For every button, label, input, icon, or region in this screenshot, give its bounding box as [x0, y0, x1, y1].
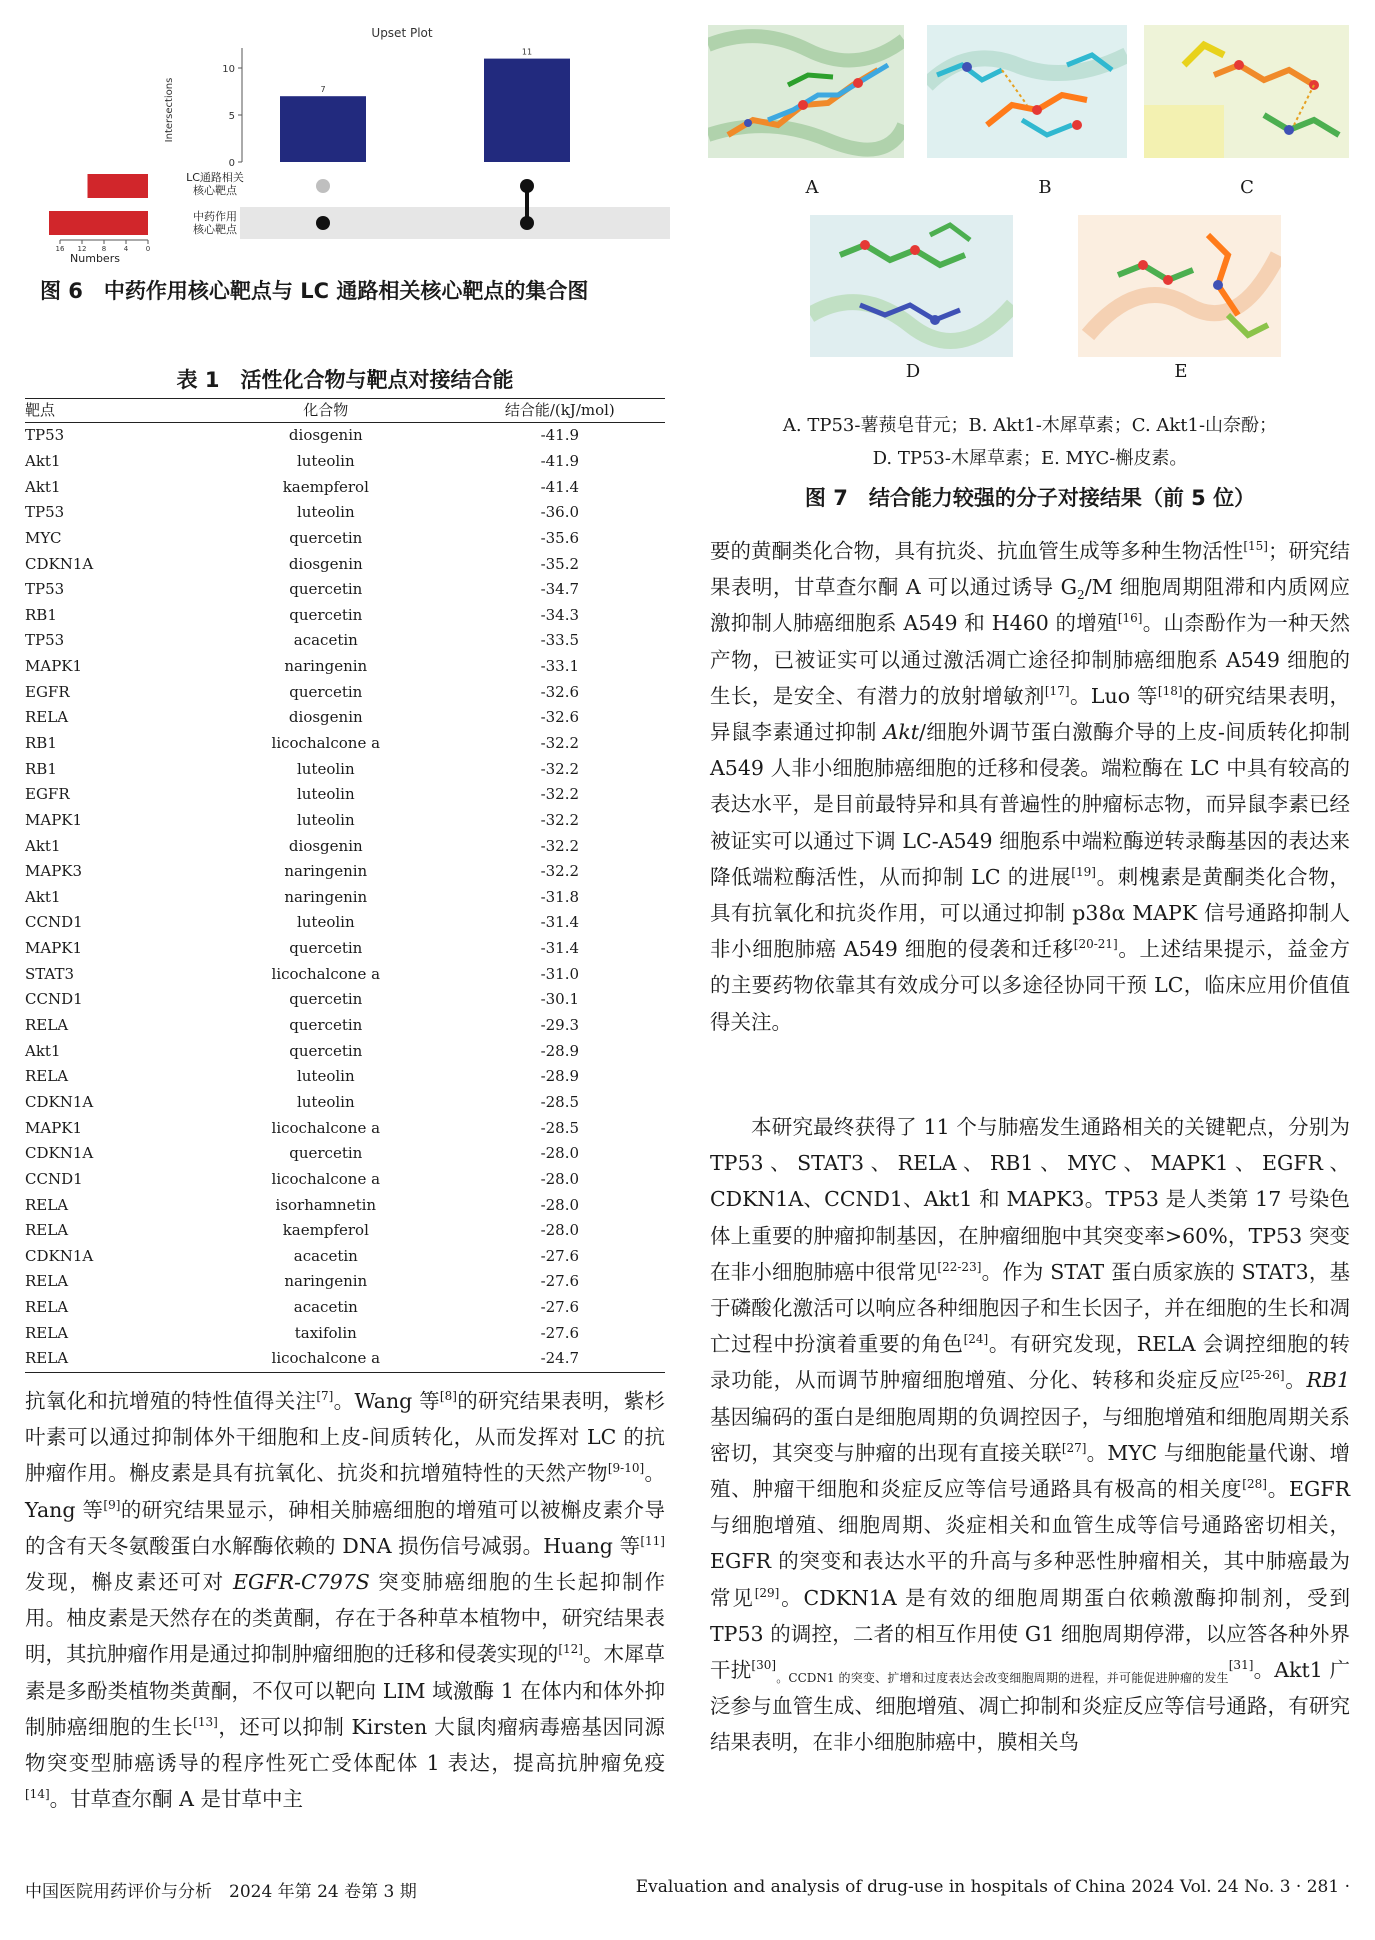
- panel-label-d: D: [905, 361, 921, 382]
- cell-compound: taxifolin: [294, 1323, 357, 1342]
- table-row: [25, 808, 665, 834]
- footer-journal-cn: 中国医院用药评价与分析 2024 年第 24 卷第 3 期: [25, 1882, 417, 1902]
- cell-binding-energy: -27.6: [540, 1298, 580, 1317]
- citation-ref: [16]: [1117, 611, 1143, 626]
- cell-target: TP53: [25, 631, 65, 650]
- cell-target: RELA: [25, 1323, 69, 1342]
- cell-target: TP53: [25, 426, 65, 445]
- set-label-line: 核心靶点: [193, 184, 237, 197]
- text-run: 的研究结果表明，异鼠李素通过抑制: [710, 683, 1350, 745]
- figure7-legend-line1: A. TP53-薯蓣皂苷元；B. Akt1-木犀草素；C. Akt1-山奈酚；: [782, 415, 1278, 436]
- cell-compound: isorhamnetin: [275, 1195, 377, 1214]
- set-size-bars: [49, 174, 150, 253]
- table-row: [25, 679, 665, 705]
- cell-target: Akt1: [25, 451, 61, 470]
- table-row: [25, 1192, 665, 1218]
- table-row: [25, 961, 665, 987]
- cell-binding-energy: -34.7: [540, 580, 580, 599]
- cell-binding-energy: -32.2: [540, 862, 580, 881]
- cell-compound: acacetin: [293, 1298, 358, 1317]
- figure7-legend-line2: D. TP53-木犀草素；E. MYC-槲皮素。: [872, 448, 1188, 469]
- cell-target: EGFR: [25, 785, 70, 804]
- citation-ref: [28]: [1242, 1477, 1267, 1492]
- cell-binding-energy: -27.6: [540, 1323, 580, 1342]
- citation-ref: [13]: [193, 1715, 218, 1729]
- italic-term: RB1: [1306, 1368, 1351, 1393]
- set-size-tick-label: 0: [145, 245, 151, 253]
- header-target: 靶点: [25, 399, 217, 423]
- intersection-bar: [280, 96, 366, 162]
- citation-ref: [25-26]: [1240, 1368, 1285, 1383]
- cell-target: RELA: [25, 1346, 217, 1372]
- cell-compound: luteolin: [296, 1092, 355, 1111]
- cell-binding-energy: -24.7: [435, 1346, 665, 1372]
- citation-ref: [14]: [25, 1787, 50, 1802]
- cell-target: CDKN1A: [25, 1092, 94, 1111]
- cell-binding-energy: -28.0: [540, 1144, 580, 1163]
- cell-compound: acacetin: [293, 631, 358, 650]
- table-row: [25, 1320, 665, 1346]
- text-run: 。Wang 等: [333, 1389, 440, 1413]
- text-run: 。Yang 等: [25, 1461, 666, 1522]
- set-label-line: 核心靶点: [193, 223, 237, 236]
- figure6-caption: 图 6 中药作用核心靶点与 LC 通路相关核心靶点的集合图: [40, 279, 589, 303]
- cell-compound: diosgenin: [288, 554, 363, 573]
- table-row: [25, 1013, 665, 1039]
- citation-ref: [31]: [1228, 1658, 1254, 1673]
- y-tick-label: 5: [228, 111, 235, 122]
- cell-compound: kaempferol: [282, 1221, 369, 1240]
- citation-ref: [27]: [1061, 1441, 1087, 1455]
- cell-target: Akt1: [25, 887, 61, 906]
- cell-binding-energy: -32.2: [540, 734, 580, 752]
- text-run: /细胞外调节蛋白激酶介导的上皮-间质转化抑制 A549 人非小细胞肺癌细胞的迁移和侵袭。端粒酶在 LC 中具有较高的表达水平，是目前最特异和具有普遍性的肿瘤标志物，而异鼠李素已经被证实可以通过下调 LC-A549 细胞系中端粒酶逆转录酶基因的表达来降低端粒酶活性，从而抑制 LC 的进展: [710, 720, 1350, 889]
- table-row: [25, 449, 665, 475]
- cell-compound: quercetin: [289, 528, 363, 547]
- cell-binding-energy: -32.6: [540, 708, 580, 727]
- italic-term: EGFR-C797S: [233, 1570, 370, 1595]
- set-size-tick-label: 12: [77, 245, 87, 253]
- table-row: [25, 1090, 665, 1116]
- footer-journal-en: Evaluation and analysis of drug-use in hospitals of China 2024 Vol. 24 No. 3 · 281 ·: [635, 1877, 1350, 1897]
- cell-binding-energy: -27.6: [540, 1272, 580, 1291]
- docking-panel-b: [927, 25, 1127, 158]
- cell-binding-energy: -28.9: [540, 1041, 580, 1060]
- cell-binding-energy: -33.5: [540, 631, 580, 650]
- cell-compound: licochalcone a: [271, 734, 381, 752]
- y-tick-label: 10: [222, 64, 235, 75]
- paragraph: [25, 1383, 665, 1817]
- cell-binding-energy: -27.6: [540, 1246, 580, 1265]
- set-label-line: LC通路相关: [186, 171, 244, 184]
- cell-compound: luteolin: [296, 785, 355, 804]
- citation-ref: [22-23]: [937, 1259, 982, 1274]
- header-binding-energy: 结合能/(kJ/mol): [435, 399, 665, 423]
- table-row: [25, 859, 665, 885]
- text-run: 本研究最终获得了 11 个与肺癌发生通路相关的关键靶点，分别为 TP53、STAT3、RELA、RB1、MYC、MAPK1、EGFR、CDKN1A、CCND1、Akt1 和 MAPK3。TP53 是人类第 17 号染色体上重要的肿瘤抑制基因，在肿瘤细胞中其突变率>60%，TP53 突变在非小细胞肺癌中很常见: [710, 1115, 1350, 1284]
- figure7-caption: 图 7 结合能力较强的分子对接结果（前 5 位）: [804, 486, 1256, 510]
- citation-ref: [20-21]: [1073, 937, 1118, 952]
- cell-binding-energy: -31.0: [540, 964, 580, 983]
- y-axis-label: Intersections: [164, 77, 175, 143]
- cell-compound: quercetin: [289, 939, 363, 958]
- cell-target: RB1: [25, 734, 57, 752]
- right-column-text-1: [710, 533, 1350, 1040]
- cell-target: MAPK1: [25, 810, 83, 829]
- cell-compound: luteolin: [296, 451, 355, 470]
- cell-compound: acacetin: [293, 1246, 358, 1265]
- paragraph: [710, 1109, 1350, 1761]
- table-row: [25, 474, 665, 500]
- cell-compound: licochalcone a: [271, 1118, 381, 1137]
- cell-target: CCND1: [25, 1169, 83, 1188]
- cell-target: CDKN1A: [25, 554, 94, 573]
- cell-binding-energy: -31.4: [540, 913, 580, 932]
- cell-binding-energy: -28.0: [540, 1195, 580, 1214]
- cell-target: MAPK1: [25, 657, 83, 676]
- set-matrix: [240, 179, 670, 239]
- table-row: [25, 1141, 665, 1167]
- text-run: 。: [1284, 1368, 1307, 1393]
- cell-binding-energy: -41.9: [540, 426, 580, 445]
- table-row: [25, 885, 665, 911]
- set-label-tcm: [193, 209, 238, 236]
- figure7-legend: [710, 409, 1350, 475]
- citation-ref: [12]: [558, 1642, 583, 1657]
- cell-target: CCND1: [25, 913, 83, 932]
- cell-binding-energy: -36.0: [540, 503, 580, 522]
- panel-label-a: A: [805, 177, 819, 198]
- cell-target: RELA: [25, 1016, 69, 1035]
- cell-binding-energy: -28.5: [540, 1118, 580, 1137]
- cell-compound: diosgenin: [288, 836, 363, 855]
- text-run: 。有研究发现，RELA 会调控细胞的转录功能，从而调节肿瘤细胞增殖、分化、转移和炎症反应: [710, 1332, 1350, 1393]
- citation-ref: [30]: [751, 1658, 777, 1673]
- table-row: [25, 602, 665, 628]
- cell-compound: licochalcone a: [217, 1346, 435, 1372]
- upset-plot-figure: [30, 18, 670, 270]
- cell-compound: luteolin: [296, 759, 355, 778]
- cell-compound: luteolin: [296, 1067, 355, 1086]
- cell-compound: naringenin: [284, 657, 368, 676]
- text-run: 细胞周期停滞，以应答各种外界干扰: [710, 1621, 1350, 1683]
- text-run: 抗氧化和抗增殖的特性值得关注: [25, 1389, 317, 1413]
- cell-target: RB1: [25, 759, 57, 778]
- docking-panel-c: [1144, 25, 1349, 158]
- cell-target: Akt1: [25, 1041, 61, 1060]
- table-header-row: [25, 399, 665, 423]
- text-run: 。刺槐素是黄酮类化合物，具有抗氧化和抗炎作用，可以通过抑制 p38α MAPK 信号通路抑制人非小细胞肺癌 A549 细胞的侵袭和迁移: [710, 864, 1350, 962]
- docking-panel-d: [810, 215, 1013, 357]
- y-axis: [222, 48, 242, 169]
- bar-value-label: 7: [320, 85, 326, 95]
- citation-ref: [7]: [316, 1389, 334, 1404]
- citation-ref: [19]: [1071, 865, 1096, 879]
- citation-ref: [15]: [1243, 539, 1268, 554]
- citation-ref: [17]: [1044, 683, 1070, 698]
- table-row: [25, 936, 665, 962]
- table-row: [25, 1167, 665, 1193]
- text-run: 基因编码的蛋白是细胞周期的负调控因子，与细胞增殖和细胞周期关系密切，其突变与肿瘤的出现有直接关联: [710, 1404, 1350, 1465]
- table-row: [25, 1064, 665, 1090]
- panel-label-e: E: [1174, 361, 1188, 382]
- text-run: 。EGFR 与细胞增殖、细胞周期、炎症相关和血管生成等信号通路密切相关，EGFR 的突变和表达水平的升高与多种恶性肿瘤相关，其中肺癌最为常见: [710, 1477, 1351, 1610]
- docking-table: [25, 364, 665, 1373]
- table-row: [25, 1244, 665, 1270]
- cell-compound: naringenin: [284, 1272, 368, 1291]
- text-run: 的研究结果显示，砷相关肺癌细胞的增殖可以被槲皮素介导的含有天冬氨酸蛋白水解酶依赖的 DNA 损伤信号减弱。Huang 等: [25, 1497, 665, 1558]
- citation-ref: [29]: [754, 1585, 780, 1600]
- cell-compound: luteolin: [296, 810, 355, 829]
- set-size-bar: [49, 211, 148, 235]
- text-run: 1: [1041, 1621, 1055, 1646]
- cell-binding-energy: -32.2: [540, 759, 580, 778]
- text-run: 。CDKN1A 是有效的细胞周期蛋白依赖激酶抑制剂，受到 TP53 的调控，二者的相互作用使 G: [710, 1585, 1350, 1646]
- cell-compound: diosgenin: [288, 426, 363, 445]
- cell-binding-energy: -35.6: [540, 528, 580, 547]
- cell-compound: licochalcone a: [271, 1169, 381, 1188]
- table-row: [25, 551, 665, 577]
- table-row: [25, 705, 665, 731]
- cell-target: STAT3: [25, 964, 75, 983]
- table-row: [25, 1295, 665, 1321]
- table-row: [25, 500, 665, 526]
- matrix-dot: [520, 179, 534, 193]
- cell-compound: quercetin: [289, 1144, 363, 1163]
- text-run: 。木犀草素是多酚类植物类黄酮，不仅可以靶向 LIM 域激酶 1 在体内和体外抑制肺癌细胞的生长: [25, 1642, 666, 1739]
- binding-energy-table: [25, 398, 665, 1373]
- cell-compound: quercetin: [289, 990, 363, 1009]
- table-row: [25, 628, 665, 654]
- set-label-line: 中药作用: [193, 210, 237, 223]
- text-run: 。甘草查尔酮 A 是甘草中主: [49, 1787, 303, 1812]
- cell-binding-energy: -34.3: [540, 605, 580, 624]
- plot-title: Upset Plot: [371, 26, 433, 40]
- cell-compound: luteolin: [296, 503, 355, 522]
- cell-compound: luteolin: [296, 913, 355, 932]
- panel-label-c: C: [1240, 177, 1254, 198]
- cell-target: Akt1: [25, 836, 61, 855]
- cell-binding-energy: -32.2: [540, 810, 580, 829]
- text-run: 。Luo 等: [1069, 683, 1158, 708]
- table-row: [25, 756, 665, 782]
- text-run: /M 细胞周期阻滞和内质网应激抑制人肺癌细胞系 A549 和 H460 的增殖: [710, 575, 1350, 636]
- cell-compound: naringenin: [284, 887, 368, 906]
- cell-target: MAPK1: [25, 939, 83, 958]
- intersection-bar: [484, 59, 570, 162]
- cell-compound: licochalcone a: [271, 964, 381, 983]
- upset-plot-chart: [30, 18, 670, 270]
- citation-ref: [9]: [103, 1497, 121, 1512]
- table-row: [25, 526, 665, 552]
- text-run: 。山柰酚作为一种天然产物，已被证实可以通过激活凋亡途径抑制肺癌细胞系 A549 细胞的生长，是安全、有潜力的放射增敏剂: [710, 611, 1350, 708]
- cell-compound: quercetin: [289, 682, 363, 701]
- cell-target: CDKN1A: [25, 1144, 94, 1163]
- left-column-text: [25, 1383, 665, 1817]
- table-row: [25, 782, 665, 808]
- cell-target: RELA: [25, 1195, 69, 1214]
- text-run: 突变肺癌细胞的生长起抑制作用。柚皮素是天然存在的类黄酮，存在于各种草本植物中，研究结果表明，其抗肿瘤作用是通过抑制肿瘤细胞的迁移和侵袭实现的: [25, 1570, 665, 1667]
- citation-ref: [11]: [640, 1533, 665, 1548]
- cell-target: MYC: [25, 528, 62, 547]
- citation-ref: [24]: [963, 1332, 989, 1347]
- cell-binding-energy: -32.6: [540, 682, 580, 701]
- text-run: ，还可以抑制 Kirsten 大鼠肉瘤病毒癌基因同源物突变型肺癌诱导的程序性死亡受体配体 1 表达，提高抗肿瘤免疫: [25, 1714, 666, 1776]
- cell-target: TP53: [25, 580, 65, 599]
- table-row: [25, 833, 665, 859]
- table-row: [25, 1115, 665, 1141]
- cell-binding-energy: -35.2: [540, 554, 580, 573]
- cell-binding-energy: -30.1: [540, 990, 580, 1009]
- cell-compound: quercetin: [289, 1041, 363, 1060]
- matrix-row-shade: [240, 207, 670, 239]
- cell-binding-energy: -41.4: [540, 477, 580, 496]
- table-row: [25, 654, 665, 680]
- right-column-text-2: [710, 1109, 1350, 1761]
- table-row: [25, 1346, 665, 1372]
- cell-binding-energy: -33.1: [540, 657, 580, 676]
- cell-target: RELA: [25, 708, 69, 727]
- cell-binding-energy: -31.4: [540, 939, 580, 958]
- text-run: 发现，槲皮素还可对: [25, 1570, 234, 1595]
- docking-panel-e: [1078, 215, 1281, 357]
- cell-compound: quercetin: [289, 580, 363, 599]
- intersection-bars: [280, 48, 570, 162]
- subscript: 。CCDN1 的突变、扩增和过度表达会改变细胞周期的进程，并可能促进肿瘤的发生: [776, 1671, 1229, 1686]
- cell-target: RELA: [25, 1067, 69, 1086]
- cell-binding-energy: -28.0: [540, 1221, 580, 1240]
- header-compound: 化合物: [217, 399, 435, 423]
- citation-ref: [8]: [439, 1389, 457, 1404]
- cell-target: RB1: [25, 605, 57, 624]
- cell-target: CCND1: [25, 990, 83, 1009]
- table-row: [25, 1269, 665, 1295]
- bar-value-label: 11: [521, 47, 533, 57]
- cell-binding-energy: -28.9: [540, 1067, 580, 1086]
- cell-compound: kaempferol: [282, 477, 369, 496]
- docking-panel-a: [708, 25, 904, 158]
- cell-target: RELA: [25, 1272, 69, 1291]
- matrix-dot: [316, 216, 330, 230]
- set-size-tick-label: 16: [55, 245, 65, 253]
- table-title: 表 1 活性化合物与靶点对接结合能: [176, 368, 514, 392]
- cell-target: Akt1: [25, 477, 61, 496]
- set-size-tick-label: 8: [101, 245, 107, 253]
- cell-binding-energy: -32.2: [540, 836, 580, 855]
- italic-term: Akt: [883, 720, 920, 745]
- text-run: 。Akt1 广泛参与血管生成、细胞增殖、凋亡抑制和炎症反应等信号通路，有研究结果表明，在非小细胞肺癌中，膜相关鸟: [710, 1658, 1350, 1755]
- cell-compound: diosgenin: [288, 708, 363, 727]
- citation-ref: [18]: [1157, 683, 1183, 698]
- text-run: 。作为 STAT 蛋白质家族的 STAT3，基于磷酸化激活可以响应各种细胞因子和生长因子，并在细胞的生长和凋亡过程中扮演着重要的角色: [710, 1259, 1351, 1357]
- subscript: 2: [1077, 588, 1085, 603]
- set-size-axis-label: Numbers: [70, 252, 120, 265]
- set-size-bar: [88, 174, 149, 198]
- table-row: [25, 577, 665, 603]
- cell-target: MAPK1: [25, 1118, 83, 1137]
- cell-target: TP53: [25, 503, 65, 522]
- cell-binding-energy: -29.3: [540, 1016, 580, 1035]
- paragraph: [710, 533, 1350, 1040]
- text-run: 的研究结果表明，紫杉叶素可以通过抑制体外干细胞和上皮-间质转化，从而发挥对 LC 的抗肿瘤作用。槲皮素是具有抗氧化、抗炎和抗增殖特性的天然产物: [25, 1389, 666, 1486]
- cell-compound: quercetin: [289, 605, 363, 624]
- matrix-dot: [520, 216, 534, 230]
- matrix-dot-inactive: [316, 179, 330, 193]
- table-row: [25, 423, 665, 449]
- cell-binding-energy: -28.5: [540, 1092, 580, 1111]
- cell-target: CDKN1A: [25, 1246, 94, 1265]
- text-run: 要的黄酮类化合物，具有抗炎、抗血管生成等多种生物活性: [710, 539, 1244, 563]
- cell-binding-energy: -32.2: [540, 785, 580, 804]
- cell-compound: naringenin: [284, 862, 368, 881]
- citation-ref: [9-10]: [607, 1461, 645, 1476]
- text-run: 。上述结果提示，益金方的主要药物依靠其有效成分可以多途径协同干预 LC，临床应用价值值得关注。: [710, 937, 1350, 1034]
- set-size-tick-label: 4: [123, 245, 129, 253]
- text-run: ；研究结果表明，甘草查尔酮 A 可以通过诱导 G: [710, 539, 1351, 600]
- text-run: 。MYC 与细胞能量代谢、增殖、肿瘤干细胞和炎症反应等信号通路具有极高的相关度: [710, 1440, 1351, 1502]
- cell-binding-energy: -31.8: [540, 887, 580, 906]
- panel-label-b: B: [1038, 177, 1052, 198]
- set-label-lc: [186, 170, 244, 197]
- cell-target: RELA: [25, 1298, 69, 1317]
- cell-binding-energy: -28.0: [540, 1169, 580, 1188]
- table-row: [25, 910, 665, 936]
- cell-target: RELA: [25, 1221, 69, 1240]
- cell-binding-energy: -41.9: [540, 451, 580, 470]
- table-row: [25, 1218, 665, 1244]
- y-tick-label: 0: [228, 158, 235, 169]
- table-row: [25, 987, 665, 1013]
- table-row: [25, 731, 665, 757]
- cell-target: EGFR: [25, 682, 70, 701]
- cell-compound: quercetin: [289, 1016, 363, 1035]
- table-row: [25, 1038, 665, 1064]
- cell-target: MAPK3: [25, 862, 83, 881]
